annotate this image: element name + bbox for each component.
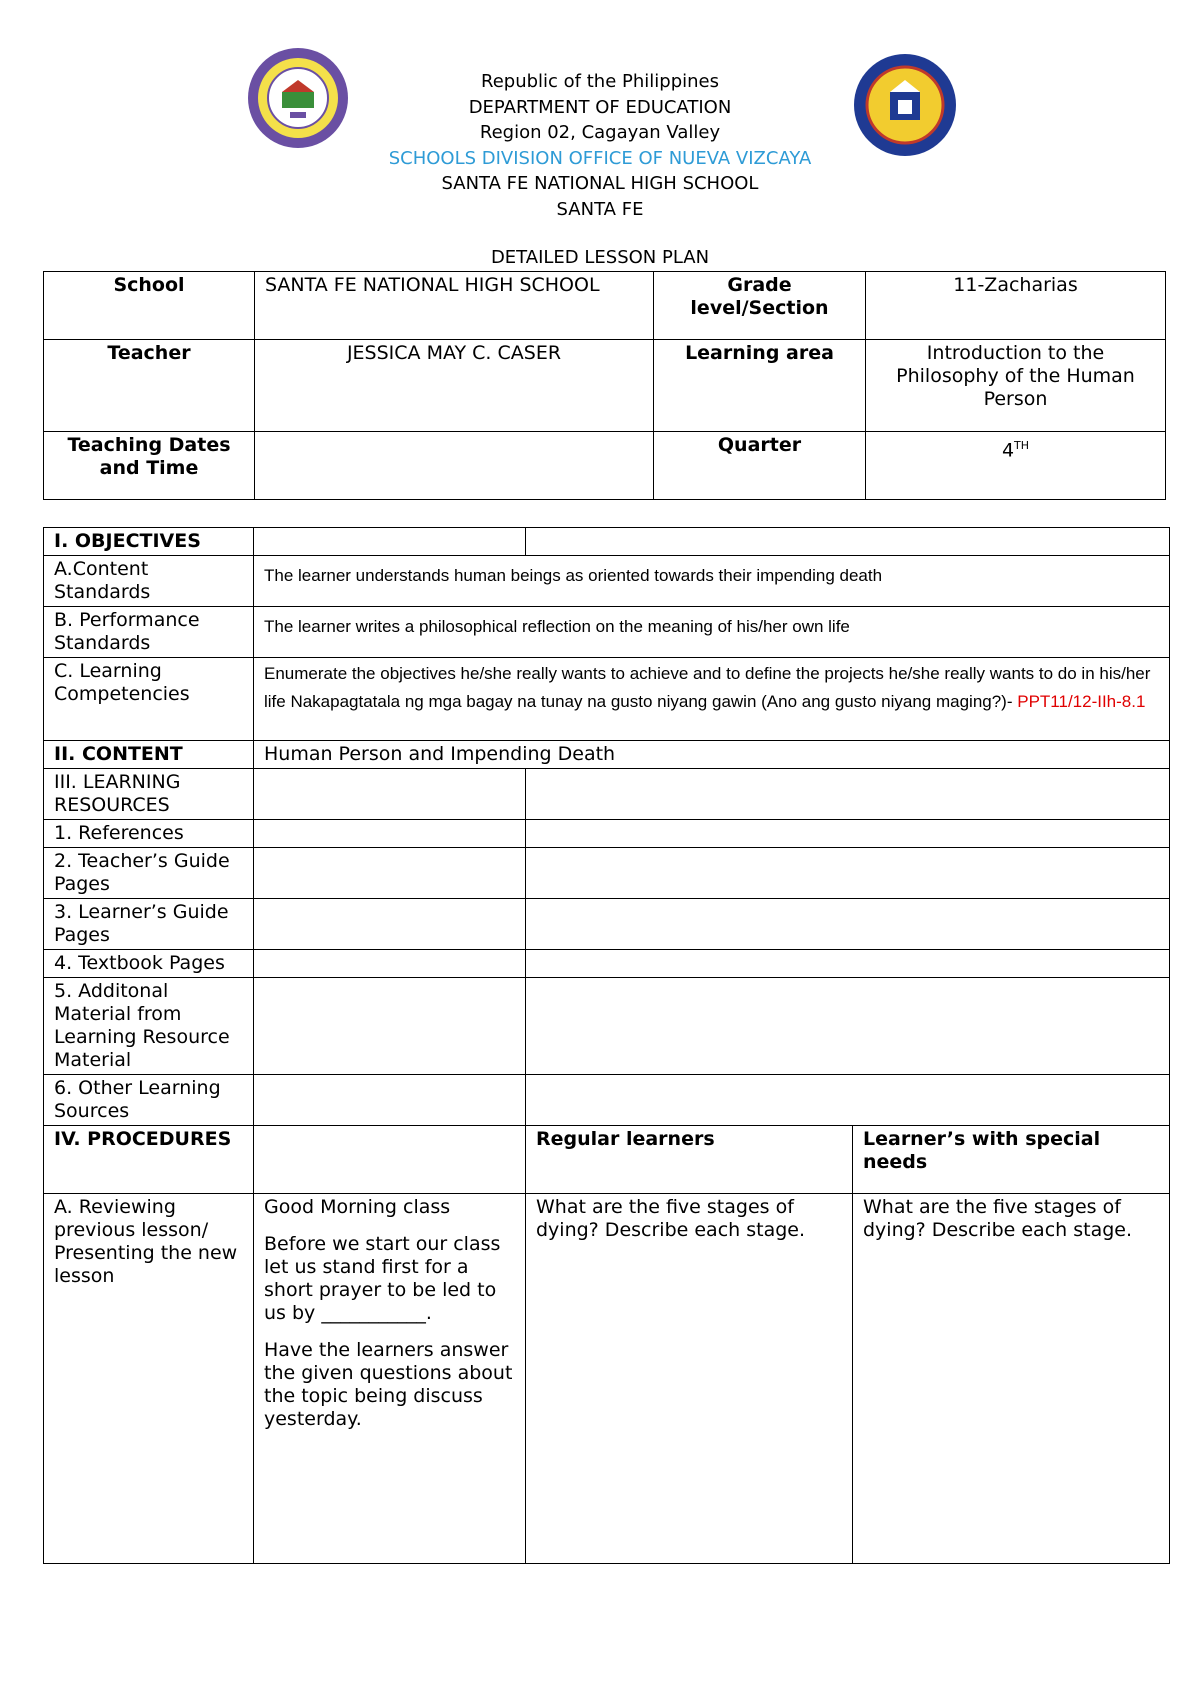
instruction-text: Have the learners answer the given questions about the topic being discuss yesterday. xyxy=(264,1339,513,1430)
header-town: SANTA FE xyxy=(556,199,644,220)
other-blank-1 xyxy=(254,1075,526,1126)
header-school: SANTA FE NATIONAL HIGH SCHOOL xyxy=(441,173,759,194)
procedures-label: IV. PROCEDURES xyxy=(44,1126,254,1194)
textbook-blank-2 xyxy=(526,950,1170,978)
resources-blank-2 xyxy=(526,769,1170,820)
reviewing-lesson-activity xyxy=(254,1194,526,1564)
quarter-number: 4 xyxy=(1001,439,1015,462)
header-department: DEPARTMENT OF EDUCATION xyxy=(468,97,732,118)
competency-text: Enumerate the objectives he/she really wants to achieve and to define the projects he/she really wants to do in his/her life Nakapagtatala ng mga bagay na tunay na gusto niyang gawin (Ano ang gusto niyang maging?)- xyxy=(264,664,1151,711)
plan-table xyxy=(43,527,1170,1564)
regular-learners-label: Regular learners xyxy=(526,1126,853,1194)
info-table xyxy=(43,271,1166,500)
header-republic: Republic of the Philippines xyxy=(481,71,719,92)
regular-learners-question: What are the five stages of dying? Describe each stage. xyxy=(526,1194,853,1564)
other-blank-2 xyxy=(526,1075,1170,1126)
additional-blank-1 xyxy=(254,978,526,1075)
school-value: SANTA FE NATIONAL HIGH SCHOOL xyxy=(255,272,654,340)
teacher-label: Teacher xyxy=(44,340,255,432)
school-label: School xyxy=(44,272,255,340)
teachers-guide-label: 2. Teacher’s Guide Pages xyxy=(44,848,254,899)
references-blank-2 xyxy=(526,820,1170,848)
prayer-text: Before we start our class let us stand first for a short prayer to be led to us by ___________. xyxy=(264,1233,501,1324)
learning-resources-label: III. LEARNING RESOURCES xyxy=(44,769,254,820)
learning-competencies-value xyxy=(254,658,1170,741)
additional-blank-2 xyxy=(526,978,1170,1075)
additional-material-label: 5. Additonal Material from Learning Resource Material xyxy=(44,978,254,1075)
competency-code: PPT11/12-IIh-8.1 xyxy=(1017,692,1146,711)
reviewing-lesson-label: A. Reviewing previous lesson/ Presenting the new lesson xyxy=(44,1194,254,1564)
teachers-guide-blank-1 xyxy=(254,848,526,899)
content-standards-value: The learner understands human beings as oriented towards their impending death xyxy=(254,556,1170,607)
header-division: SCHOOLS DIVISION OFFICE OF NUEVA VIZCAYA xyxy=(388,148,812,169)
performance-standards-value: The learner writes a philosophical reflection on the meaning of his/her own life xyxy=(254,607,1170,658)
special-needs-question: What are the five stages of dying? Describe each stage. xyxy=(853,1194,1170,1564)
objectives-blank-1 xyxy=(254,528,526,556)
content-label: II. CONTENT xyxy=(44,741,254,769)
performance-standards-label: B. Performance Standards xyxy=(44,607,254,658)
teacher-value: JESSICA MAY C. CASER xyxy=(255,340,654,432)
resources-blank-1 xyxy=(254,769,526,820)
learning-area-label: Learning area xyxy=(654,340,866,432)
grade-label: Grade level/Section xyxy=(654,272,866,340)
learners-guide-blank-1 xyxy=(254,899,526,950)
teachers-guide-blank-2 xyxy=(526,848,1170,899)
learning-competencies-label: C. Learning Competencies xyxy=(44,658,254,741)
quarter-label: Quarter xyxy=(654,432,866,500)
teaching-dates-value xyxy=(255,432,654,500)
textbook-blank-1 xyxy=(254,950,526,978)
learning-area-value: Introduction to the Philosophy of the Human Person xyxy=(866,340,1166,432)
teaching-dates-label: Teaching Dates and Time xyxy=(44,432,255,500)
references-label: 1. References xyxy=(44,820,254,848)
objectives-label: I. OBJECTIVES xyxy=(44,528,254,556)
greeting-text: Good Morning class xyxy=(264,1196,451,1218)
learners-guide-blank-2 xyxy=(526,899,1170,950)
grade-value: 11-Zacharias xyxy=(866,272,1166,340)
textbook-pages-label: 4. Textbook Pages xyxy=(44,950,254,978)
references-blank-1 xyxy=(254,820,526,848)
document-title: DETAILED LESSON PLAN xyxy=(490,247,710,268)
quarter-suffix: TH xyxy=(1014,439,1030,452)
other-sources-label: 6. Other Learning Sources xyxy=(44,1075,254,1126)
content-standards-label: A.Content Standards xyxy=(44,556,254,607)
quarter-value xyxy=(866,432,1166,500)
content-value: Human Person and Impending Death xyxy=(254,741,1170,769)
objectives-blank-2 xyxy=(526,528,1170,556)
procedures-blank xyxy=(254,1126,526,1194)
learners-guide-label: 3. Learner’s Guide Pages xyxy=(44,899,254,950)
special-needs-label: Learner’s with special needs xyxy=(853,1126,1170,1194)
header-region: Region 02, Cagayan Valley xyxy=(479,122,721,143)
